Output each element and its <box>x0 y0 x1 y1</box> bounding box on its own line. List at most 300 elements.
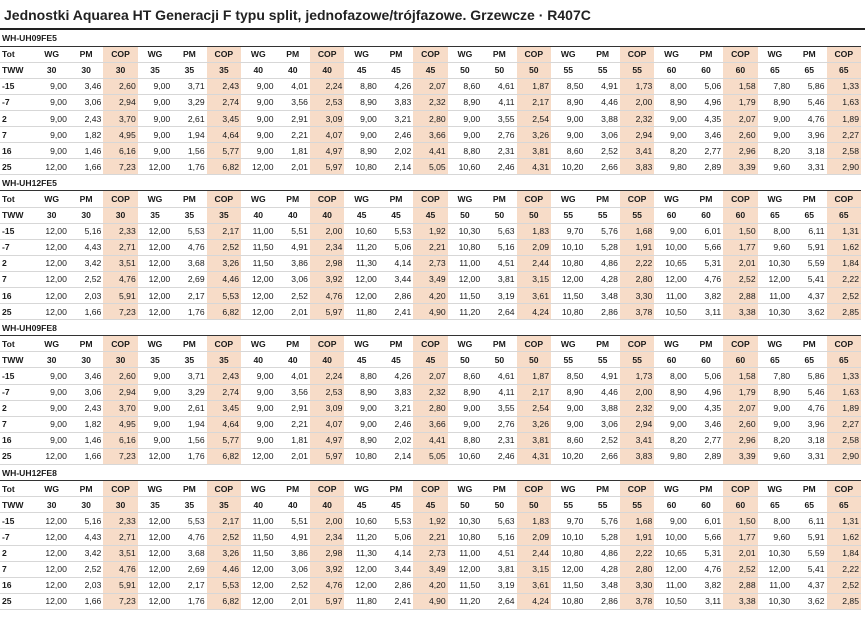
cop-cell: 2,74 <box>207 384 241 400</box>
table-cell: 12,00 <box>241 593 275 609</box>
table-cell: 9,00 <box>551 127 585 143</box>
cop-cell: 6,16 <box>103 143 137 159</box>
header-cop: COP <box>620 46 654 62</box>
table-cell: 10,10 <box>551 239 585 255</box>
cop-cell: 2,94 <box>103 94 137 110</box>
cop-cell: 3,61 <box>517 577 551 593</box>
table-cell: 3,62 <box>792 304 826 320</box>
table-cell: 11,50 <box>241 529 275 545</box>
table-cell: 5,46 <box>792 384 826 400</box>
header-wg: WG <box>654 336 688 352</box>
table-cell: 11,00 <box>241 513 275 529</box>
cop-cell: 1,62 <box>827 239 862 255</box>
table-cell: 10,60 <box>448 448 482 464</box>
table-cell: 5,59 <box>792 255 826 271</box>
header-temp: 35 <box>138 497 172 513</box>
header-temp: 40 <box>310 207 344 223</box>
table-cell: 2,86 <box>585 304 619 320</box>
table-cell: 9,60 <box>758 239 792 255</box>
table-cell: 3,44 <box>379 561 413 577</box>
cop-cell: 2,60 <box>103 368 137 384</box>
header-temp: 60 <box>654 352 688 368</box>
cop-cell: 2,33 <box>103 223 137 239</box>
table-cell: 9,00 <box>34 400 68 416</box>
table-cell: 8,90 <box>344 143 378 159</box>
cop-cell: 1,77 <box>723 529 757 545</box>
table-cell: 10,60 <box>344 513 378 529</box>
table-cell: 9,00 <box>654 127 688 143</box>
table-cell: 11,20 <box>448 593 482 609</box>
cop-cell: 4,41 <box>413 432 447 448</box>
header-temp: 40 <box>276 352 310 368</box>
table-cell: 5,06 <box>689 78 723 94</box>
table-cell: 9,00 <box>758 400 792 416</box>
model-heading-row <box>0 320 861 336</box>
table-cell: 10,80 <box>551 545 585 561</box>
table-cell: 2,31 <box>482 143 516 159</box>
table-cell: 7,80 <box>758 78 792 94</box>
table-cell: 9,00 <box>344 110 378 126</box>
cop-cell: 5,53 <box>207 288 241 304</box>
cop-cell: 2,24 <box>310 368 344 384</box>
table-cell: 12,00 <box>34 577 68 593</box>
cop-cell: 2,54 <box>517 110 551 126</box>
table-cell: 2,03 <box>69 577 103 593</box>
table-cell: 8,90 <box>344 94 378 110</box>
table-cell: 4,76 <box>172 529 206 545</box>
table-cell: 3,29 <box>172 384 206 400</box>
table-cell: 1,82 <box>69 127 103 143</box>
table-cell: 2,76 <box>482 416 516 432</box>
header-temp: 60 <box>723 207 757 223</box>
table-cell: 12,00 <box>34 239 68 255</box>
header-pm: PM <box>792 336 826 352</box>
header-wg: WG <box>551 336 585 352</box>
table-cell: 2,41 <box>379 593 413 609</box>
header-temp: 30 <box>103 62 137 78</box>
table-cell: 3,44 <box>379 271 413 287</box>
table-row <box>0 577 861 593</box>
cop-cell: 4,95 <box>103 416 137 432</box>
table-cell: 3,19 <box>482 288 516 304</box>
header-temp: 65 <box>827 497 862 513</box>
table-cell: 2,89 <box>689 448 723 464</box>
header-tot: Tot <box>0 191 34 207</box>
header-wg: WG <box>758 46 792 62</box>
table-cell: 3,55 <box>482 110 516 126</box>
table-row <box>0 223 861 239</box>
cop-cell: 2,58 <box>827 143 862 159</box>
table-row <box>0 271 861 287</box>
table-cell: 11,00 <box>654 288 688 304</box>
table-cell: 1,66 <box>69 593 103 609</box>
table-cell: 5,16 <box>482 239 516 255</box>
header-wg: WG <box>138 481 172 497</box>
table-cell: 10,80 <box>551 255 585 271</box>
cop-cell: 1,58 <box>723 78 757 94</box>
table-cell: 5,76 <box>585 513 619 529</box>
table-cell: 4,51 <box>482 545 516 561</box>
cop-cell: 2,22 <box>620 255 654 271</box>
cop-cell: 4,20 <box>413 577 447 593</box>
table-cell: 2,21 <box>276 127 310 143</box>
table-cell: 12,00 <box>138 448 172 464</box>
table-cell: 9,60 <box>758 159 792 175</box>
cop-cell: 3,66 <box>413 127 447 143</box>
table-cell: 3,11 <box>689 593 723 609</box>
table-cell: 10,50 <box>654 304 688 320</box>
table-cell: 3,82 <box>689 288 723 304</box>
table-cell: 8,90 <box>551 94 585 110</box>
table-cell: 12,00 <box>138 271 172 287</box>
header-temp: 60 <box>723 497 757 513</box>
cop-cell: 1,77 <box>723 239 757 255</box>
header-cop: COP <box>620 191 654 207</box>
header-wg: WG <box>654 46 688 62</box>
table-cell: 12,00 <box>34 529 68 545</box>
header-temps-row <box>0 497 861 513</box>
header-pm: PM <box>689 481 723 497</box>
header-cop: COP <box>620 336 654 352</box>
cop-cell: 2,52 <box>723 271 757 287</box>
table-row <box>0 384 861 400</box>
cop-cell: 4,64 <box>207 416 241 432</box>
outdoor-temp-cell: -7 <box>0 239 34 255</box>
header-pm: PM <box>172 481 206 497</box>
cop-cell: 2,53 <box>310 384 344 400</box>
table-cell: 10,30 <box>758 593 792 609</box>
table-cell: 3,81 <box>482 561 516 577</box>
cop-cell: 2,88 <box>723 577 757 593</box>
table-cell: 4,37 <box>792 577 826 593</box>
table-cell: 8,80 <box>344 78 378 94</box>
cop-cell: 2,01 <box>723 255 757 271</box>
header-cop: COP <box>517 46 551 62</box>
table-cell: 2,46 <box>482 448 516 464</box>
header-cop: COP <box>517 481 551 497</box>
table-cell: 4,43 <box>69 529 103 545</box>
header-temp: 50 <box>482 62 516 78</box>
header-cop: COP <box>207 481 241 497</box>
header-temp: 30 <box>103 207 137 223</box>
table-cell: 2,52 <box>69 561 103 577</box>
table-cell: 1,81 <box>276 143 310 159</box>
table-cell: 10,80 <box>448 529 482 545</box>
header-pm: PM <box>379 191 413 207</box>
table-cell: 2,64 <box>482 593 516 609</box>
cop-cell: 7,23 <box>103 304 137 320</box>
header-temp: 65 <box>792 207 826 223</box>
cop-cell: 2,96 <box>723 432 757 448</box>
header-wg: WG <box>654 191 688 207</box>
cop-cell: 1,79 <box>723 384 757 400</box>
table-cell: 2,46 <box>379 127 413 143</box>
table-cell: 9,00 <box>551 400 585 416</box>
table-cell: 9,00 <box>138 127 172 143</box>
table-cell: 11,50 <box>551 577 585 593</box>
cop-cell: 3,66 <box>413 416 447 432</box>
table-cell: 12,00 <box>138 593 172 609</box>
header-cop: COP <box>207 336 241 352</box>
table-cell: 3,11 <box>689 304 723 320</box>
table-cell: 12,00 <box>344 288 378 304</box>
header-labels-row <box>0 191 861 207</box>
header-wg: WG <box>551 46 585 62</box>
header-wg: WG <box>241 481 275 497</box>
header-temp: 35 <box>138 352 172 368</box>
table-cell: 9,00 <box>34 94 68 110</box>
table-cell: 3,83 <box>379 384 413 400</box>
cop-cell: 1,63 <box>827 94 862 110</box>
cop-cell: 5,97 <box>310 304 344 320</box>
cop-cell: 2,88 <box>723 288 757 304</box>
table-cell: 3,06 <box>276 561 310 577</box>
header-temp: 55 <box>585 497 619 513</box>
cop-cell: 4,24 <box>517 304 551 320</box>
table-cell: 4,86 <box>585 255 619 271</box>
header-cop: COP <box>413 191 447 207</box>
header-temp: 50 <box>482 497 516 513</box>
page-title: Jednostki Aquarea HT Generacji F typu split, jednofazowe/trójfazowe. Grzewcze · R407C <box>0 0 865 30</box>
header-pm: PM <box>792 46 826 62</box>
cop-cell: 2,00 <box>310 223 344 239</box>
header-cop: COP <box>103 481 137 497</box>
cop-cell: 5,77 <box>207 143 241 159</box>
table-cell: 2,46 <box>482 159 516 175</box>
cop-cell: 2,32 <box>413 94 447 110</box>
header-temp: 65 <box>758 352 792 368</box>
table-cell: 9,00 <box>654 400 688 416</box>
header-tww: TWW <box>0 352 34 368</box>
header-temp: 55 <box>551 352 585 368</box>
table-cell: 3,18 <box>792 143 826 159</box>
table-cell: 3,82 <box>689 577 723 593</box>
table-cell: 6,11 <box>792 223 826 239</box>
header-cop: COP <box>207 46 241 62</box>
header-temp: 30 <box>103 497 137 513</box>
header-temp: 45 <box>379 497 413 513</box>
table-cell: 9,00 <box>758 127 792 143</box>
table-cell: 11,30 <box>344 545 378 561</box>
table-cell: 3,06 <box>276 271 310 287</box>
table-cell: 10,50 <box>654 593 688 609</box>
cop-cell: 2,58 <box>827 432 862 448</box>
header-wg: WG <box>138 191 172 207</box>
header-pm: PM <box>276 191 310 207</box>
table-cell: 2,91 <box>276 110 310 126</box>
cop-cell: 2,98 <box>310 545 344 561</box>
table-cell: 4,11 <box>482 94 516 110</box>
cop-cell: 6,82 <box>207 159 241 175</box>
table-cell: 5,06 <box>689 368 723 384</box>
header-temp: 55 <box>585 207 619 223</box>
outdoor-temp-cell: 7 <box>0 271 34 287</box>
table-cell: 4,46 <box>585 94 619 110</box>
header-tww: TWW <box>0 207 34 223</box>
table-cell: 9,00 <box>758 416 792 432</box>
outdoor-temp-cell: 25 <box>0 304 34 320</box>
outdoor-temp-cell: 2 <box>0 545 34 561</box>
header-pm: PM <box>792 481 826 497</box>
cop-cell: 2,17 <box>517 384 551 400</box>
cop-cell: 5,53 <box>207 577 241 593</box>
cop-cell: 1,31 <box>827 513 862 529</box>
table-cell: 8,90 <box>654 94 688 110</box>
table-cell: 12,00 <box>551 561 585 577</box>
header-temp: 65 <box>758 207 792 223</box>
cop-cell: 4,07 <box>310 416 344 432</box>
header-temp: 45 <box>413 497 447 513</box>
table-cell: 8,90 <box>758 94 792 110</box>
header-wg: WG <box>241 336 275 352</box>
table-cell: 4,26 <box>379 78 413 94</box>
cop-cell: 3,38 <box>723 593 757 609</box>
header-temp: 55 <box>551 497 585 513</box>
header-temp: 30 <box>103 352 137 368</box>
header-temp: 45 <box>344 207 378 223</box>
header-temp: 30 <box>69 62 103 78</box>
table-cell: 2,61 <box>172 110 206 126</box>
cop-cell: 2,44 <box>517 255 551 271</box>
header-temp: 60 <box>689 207 723 223</box>
table-cell: 8,60 <box>551 432 585 448</box>
header-pm: PM <box>172 46 206 62</box>
table-cell: 9,00 <box>241 416 275 432</box>
table-row <box>0 448 861 464</box>
table-row <box>0 304 861 320</box>
table-cell: 3,86 <box>276 255 310 271</box>
table-cell: 9,00 <box>138 110 172 126</box>
header-pm: PM <box>689 336 723 352</box>
table-cell: 9,00 <box>654 110 688 126</box>
header-temp: 35 <box>207 62 241 78</box>
cop-cell: 2,43 <box>207 78 241 94</box>
header-temp: 30 <box>69 352 103 368</box>
cop-cell: 3,49 <box>413 271 447 287</box>
cop-cell: 2,60 <box>723 127 757 143</box>
table-cell: 4,91 <box>585 368 619 384</box>
cop-cell: 7,23 <box>103 159 137 175</box>
header-temp: 60 <box>654 207 688 223</box>
table-row <box>0 561 861 577</box>
header-temp: 65 <box>792 352 826 368</box>
cop-cell: 2,60 <box>103 78 137 94</box>
cop-cell: 5,91 <box>103 288 137 304</box>
table-cell: 1,76 <box>172 304 206 320</box>
table-cell: 9,00 <box>241 384 275 400</box>
table-cell: 5,86 <box>792 78 826 94</box>
table-cell: 2,86 <box>585 593 619 609</box>
header-wg: WG <box>448 46 482 62</box>
header-temp: 60 <box>689 62 723 78</box>
table-cell: 1,94 <box>172 416 206 432</box>
cop-cell: 2,43 <box>207 368 241 384</box>
table-cell: 11,30 <box>344 255 378 271</box>
table-row <box>0 529 861 545</box>
model-name: WH-UH12FE8 <box>0 465 861 481</box>
table-row <box>0 78 861 94</box>
table-cell: 2,41 <box>379 304 413 320</box>
table-cell: 2,69 <box>172 561 206 577</box>
header-pm: PM <box>172 191 206 207</box>
table-cell: 2,46 <box>379 416 413 432</box>
cop-cell: 4,90 <box>413 304 447 320</box>
cop-cell: 3,61 <box>517 288 551 304</box>
header-temp: 35 <box>207 352 241 368</box>
cop-cell: 2,09 <box>517 529 551 545</box>
cop-cell: 1,68 <box>620 223 654 239</box>
header-temps-row <box>0 62 861 78</box>
header-temp: 40 <box>310 352 344 368</box>
header-temp: 35 <box>207 207 241 223</box>
header-temp: 30 <box>69 207 103 223</box>
header-cop: COP <box>517 191 551 207</box>
table-cell: 4,35 <box>689 110 723 126</box>
table-cell: 12,00 <box>241 577 275 593</box>
table-cell: 3,96 <box>792 416 826 432</box>
cop-cell: 4,64 <box>207 127 241 143</box>
table-cell: 5,66 <box>689 239 723 255</box>
table-cell: 4,91 <box>276 239 310 255</box>
table-cell: 8,90 <box>448 94 482 110</box>
table-cell: 3,21 <box>379 400 413 416</box>
cop-cell: 4,20 <box>413 288 447 304</box>
table-cell: 3,46 <box>69 368 103 384</box>
table-cell: 4,76 <box>689 271 723 287</box>
cop-cell: 5,05 <box>413 448 447 464</box>
table-cell: 5,91 <box>792 529 826 545</box>
table-cell: 9,00 <box>34 143 68 159</box>
header-temp: 50 <box>448 497 482 513</box>
table-cell: 11,80 <box>344 593 378 609</box>
header-temp: 55 <box>620 497 654 513</box>
header-wg: WG <box>34 481 68 497</box>
table-cell: 10,65 <box>654 255 688 271</box>
table-cell: 2,01 <box>276 304 310 320</box>
table-cell: 12,00 <box>34 288 68 304</box>
table-cell: 5,51 <box>276 513 310 529</box>
table-cell: 3,18 <box>792 432 826 448</box>
cop-cell: 6,82 <box>207 448 241 464</box>
cop-cell: 3,81 <box>517 143 551 159</box>
table-cell: 4,37 <box>792 288 826 304</box>
table-cell: 1,76 <box>172 159 206 175</box>
outdoor-temp-cell: -15 <box>0 78 34 94</box>
table-cell: 8,80 <box>448 432 482 448</box>
table-cell: 12,00 <box>34 561 68 577</box>
cop-cell: 1,91 <box>620 529 654 545</box>
cop-cell: 1,89 <box>827 400 862 416</box>
cop-cell: 4,95 <box>103 127 137 143</box>
header-temp: 45 <box>379 62 413 78</box>
table-cell: 2,77 <box>689 432 723 448</box>
cop-cell: 3,51 <box>103 545 137 561</box>
cop-cell: 1,50 <box>723 223 757 239</box>
table-row <box>0 255 861 271</box>
table-cell: 12,00 <box>34 271 68 287</box>
header-wg: WG <box>344 336 378 352</box>
table-cell: 8,60 <box>448 368 482 384</box>
header-wg: WG <box>551 481 585 497</box>
table-row <box>0 239 861 255</box>
table-cell: 8,50 <box>551 368 585 384</box>
cop-cell: 4,41 <box>413 143 447 159</box>
cop-cell: 2,09 <box>517 239 551 255</box>
table-cell: 1,46 <box>69 143 103 159</box>
table-cell: 5,66 <box>689 529 723 545</box>
table-cell: 9,70 <box>551 513 585 529</box>
cop-cell: 4,24 <box>517 593 551 609</box>
